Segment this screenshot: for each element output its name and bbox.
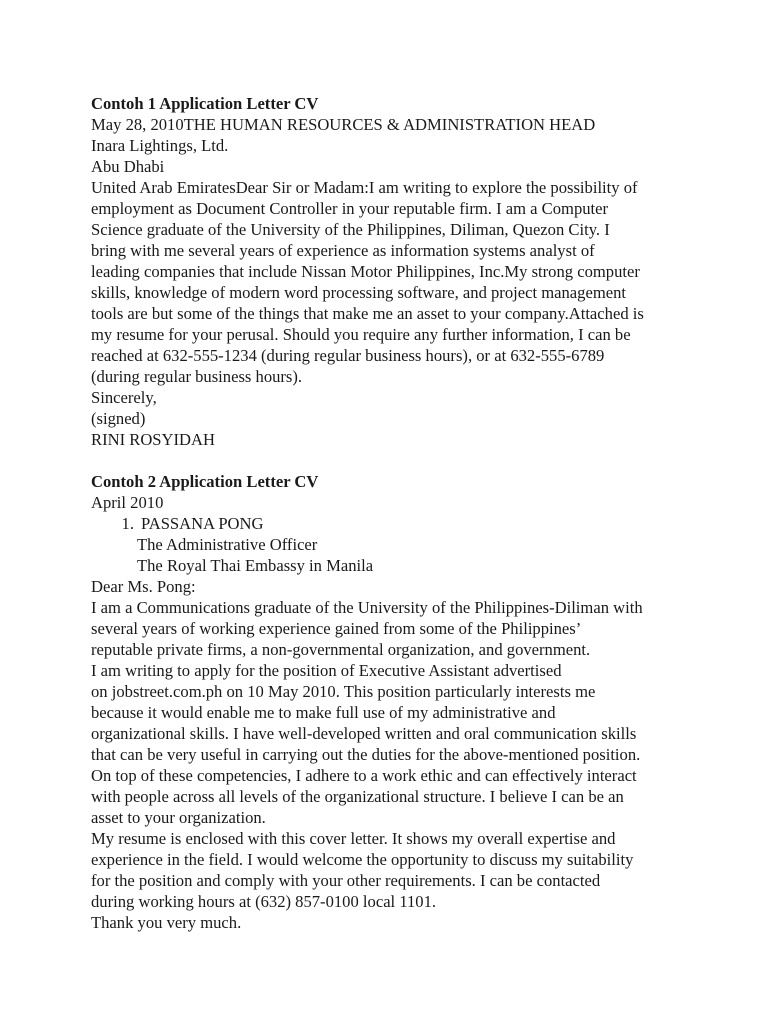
letter-2-date: April 2010 — [91, 493, 164, 512]
document-body — [91, 93, 691, 933]
letter-2-line: with people across all levels of the organizational structure. I believe I can be an — [91, 787, 624, 806]
letter-2-line: because it would enable me to make full use of my administrative and — [91, 703, 556, 722]
letter-2-line: experience in the field. I would welcome the opportunity to discuss my suitability — [91, 850, 634, 869]
letter-1 — [91, 93, 691, 450]
letter-1-signatory: RINI ROSYIDAH — [91, 430, 215, 449]
letter-1-line: Science graduate of the University of the Philippines, Diliman, Quezon City. I — [91, 220, 610, 239]
letter-1-line: Inara Lightings, Ltd. — [91, 136, 229, 155]
recipient-list-item — [91, 513, 691, 534]
letter-2 — [91, 471, 691, 933]
letter-2-line: On top of these competencies, I adhere to a work ethic and can effectively interact — [91, 766, 637, 785]
letter-1-line: tools are but some of the things that make me an asset to your company.Attached is — [91, 304, 644, 323]
recipient-title: The Administrative Officer — [137, 535, 318, 554]
letter-2-closing: Thank you very much. — [91, 913, 242, 932]
recipient-org: The Royal Thai Embassy in Manila — [137, 556, 374, 575]
letter-2-line: I am writing to apply for the position of Executive Assistant advertised — [91, 661, 562, 680]
letter-2-line: reputable private firms, a non-governmental organization, and government. — [91, 640, 591, 659]
letter-1-line: reached at 632-555-1234 (during regular business hours), or at 632-555-6789 — [91, 346, 605, 365]
letter-1-heading: Contoh 1 Application Letter CV — [91, 94, 319, 113]
letter-2-line: that can be very useful in carrying out the duties for the above-mentioned position. — [91, 745, 641, 764]
recipient-name: PASSANA PONG — [141, 514, 264, 533]
letter-1-line: May 28, 2010THE HUMAN RESOURCES & ADMINISTRATION HEAD — [91, 115, 596, 134]
letter-1-line: leading companies that include Nissan Motor Philippines, Inc.My strong computer — [91, 262, 640, 281]
letter-1-line: employment as Document Controller in your reputable firm. I am a Computer — [91, 199, 609, 218]
letter-1-line: skills, knowledge of modern word processing software, and project management — [91, 283, 627, 302]
letter-2-line: on jobstreet.com.ph on 10 May 2010. This position particularly interests me — [91, 682, 596, 701]
letter-1-line: (during regular business hours). — [91, 367, 303, 386]
letter-2-line: during working hours at (632) 857-0100 local 1101. — [91, 892, 437, 911]
letter-1-line: United Arab EmiratesDear Sir or Madam:I am writing to explore the possibility of — [91, 178, 638, 197]
letter-2-line: My resume is enclosed with this cover letter. It shows my overall expertise and — [91, 829, 616, 848]
letter-2-line: for the position and comply with your other requirements. I can be contacted — [91, 871, 601, 890]
letter-2-salutation: Dear Ms. Pong: — [91, 577, 196, 596]
letter-2-line: organizational skills. I have well-developed written and oral communication skills — [91, 724, 637, 743]
letter-2-line: I am a Communications graduate of the University of the Philippines-Diliman with — [91, 598, 643, 617]
letter-1-line: my resume for your perusal. Should you require any further information, I can be — [91, 325, 631, 344]
letter-1-line: bring with me several years of experience as information systems analyst of — [91, 241, 595, 260]
letter-1-line: Abu Dhabi — [91, 157, 165, 176]
letter-1-closing: Sincerely, — [91, 388, 157, 407]
letter-1-signed: (signed) — [91, 409, 146, 428]
letter-2-heading: Contoh 2 Application Letter CV — [91, 472, 319, 491]
letter-2-line: several years of working experience gained from some of the Philippines’ — [91, 619, 582, 638]
letter-2-line: asset to your organization. — [91, 808, 266, 827]
list-number: 1. — [121, 514, 134, 533]
section-spacer — [91, 450, 691, 471]
